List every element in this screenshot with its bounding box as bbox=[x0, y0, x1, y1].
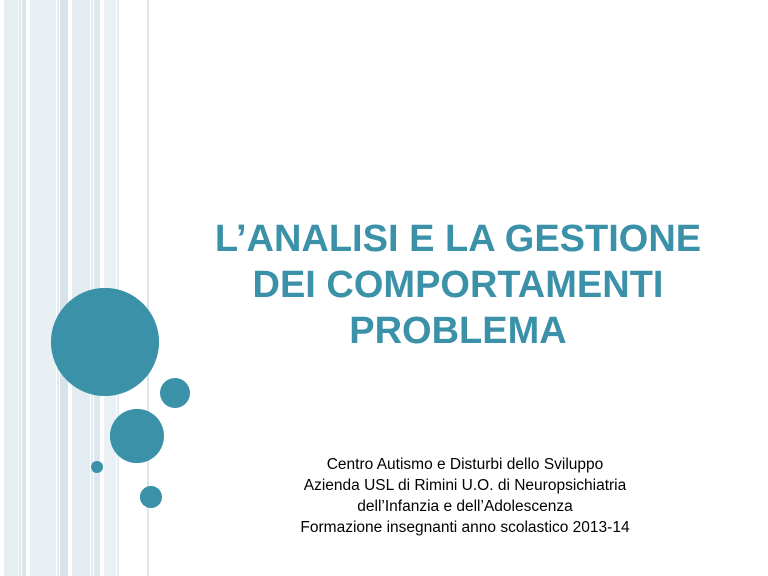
decorative-circles-overflow bbox=[0, 0, 200, 576]
subtitle-line-2: Azienda USL di Rimini U.O. di Neuropsichiatria bbox=[303, 477, 627, 494]
title-line-2: DEI COMPORTAMENTI bbox=[252, 264, 664, 306]
slide-title bbox=[180, 216, 736, 354]
subtitle-line-1: Centro Autismo e Disturbi dello Sviluppo bbox=[326, 456, 604, 473]
small-circle-1-full bbox=[160, 378, 190, 408]
large-circle-full bbox=[51, 288, 159, 396]
subtitle-line-3: dell’Infanzia e dell’Adolescenza bbox=[357, 498, 573, 515]
title-line-1: L’ANALISI E LA GESTIONE bbox=[214, 218, 702, 260]
slide-subtitle bbox=[250, 454, 680, 538]
small-circle-2-full bbox=[140, 486, 162, 508]
subtitle-line-4: Formazione insegnanti anno scolastico 2013-14 bbox=[300, 519, 630, 536]
medium-circle-full bbox=[110, 409, 164, 463]
title-line-3: PROBLEMA bbox=[349, 310, 567, 352]
